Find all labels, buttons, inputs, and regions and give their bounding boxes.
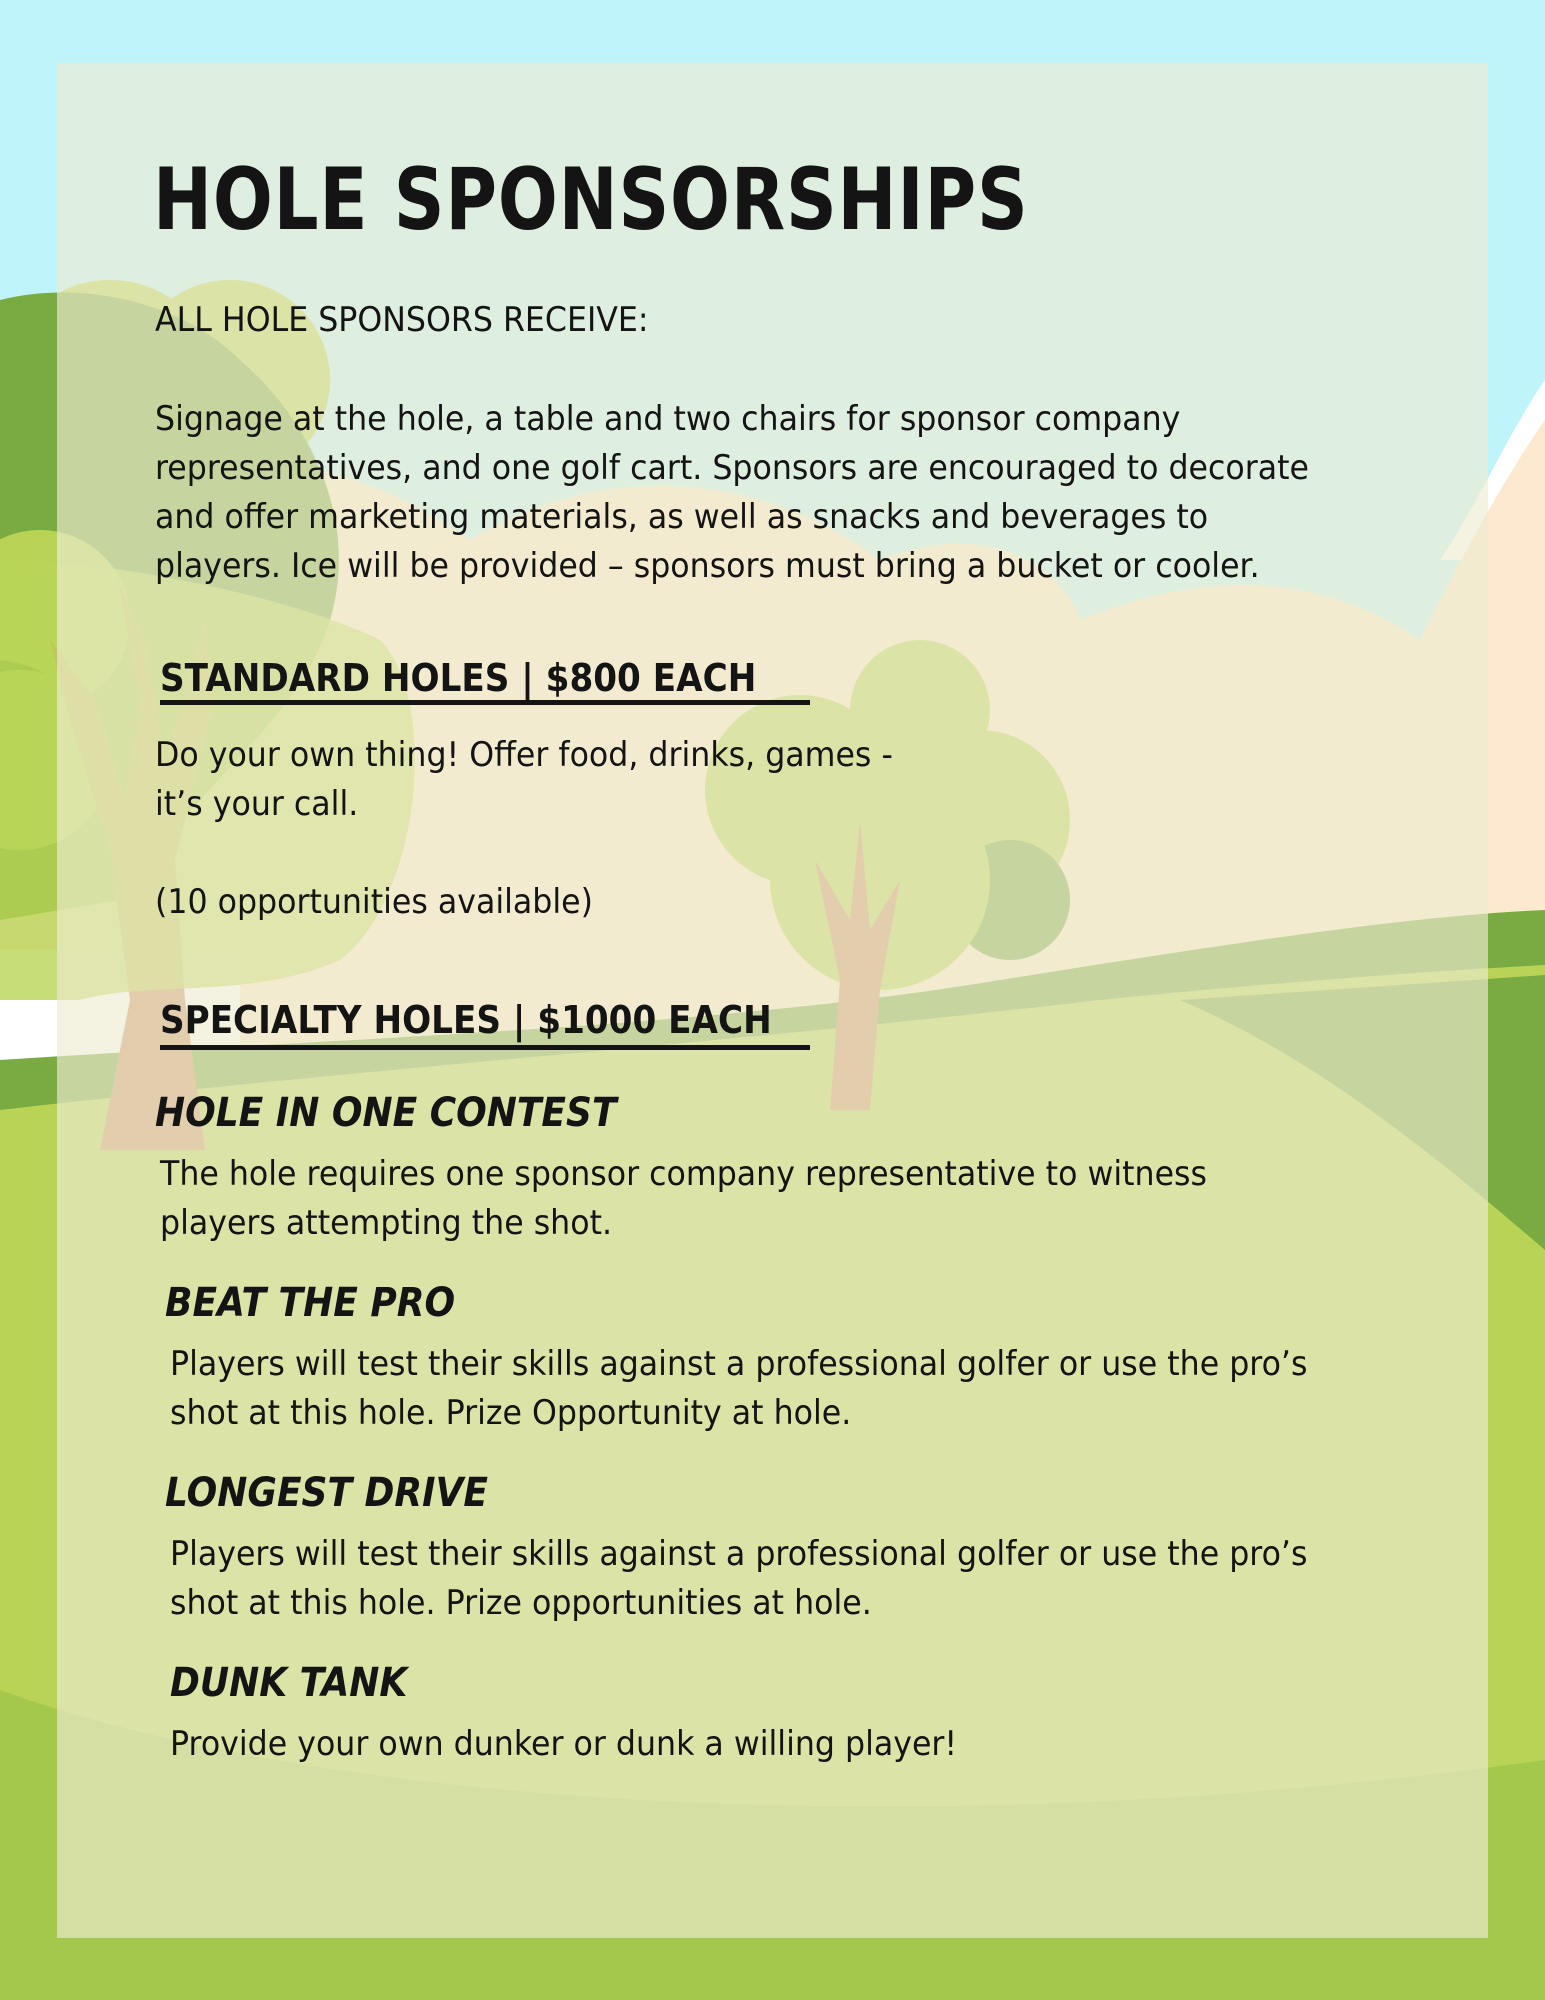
standard-description-line: Do your own thing! Offer food, drinks, games - <box>155 735 893 775</box>
specialty-item-line: shot at this hole. Prize opportunities at hole. <box>170 1583 872 1623</box>
standard-holes-heading: STANDARD HOLES | $800 EACH <box>160 656 757 700</box>
specialty-item-line: Provide your own dunker or dunk a willing player! <box>170 1724 958 1764</box>
specialty-item-line: Players will test their skills against a professional golfer or use the pro’s <box>170 1344 1308 1384</box>
standard-description-line: it’s your call. <box>155 784 359 824</box>
specialty-item-name: LONGEST DRIVE <box>165 1470 489 1516</box>
intro-line: representatives, and one golf cart. Sponsors are encouraged to decorate <box>155 448 1309 488</box>
page-title: HOLE SPONSORSHIPS <box>153 150 1029 250</box>
intro-label: ALL HOLE SPONSORS RECEIVE: <box>155 300 649 340</box>
specialty-item-line: The hole requires one sponsor company representative to witness <box>160 1154 1207 1194</box>
heading-underline <box>160 700 810 705</box>
intro-line: and offer marketing materials, as well as snacks and beverages to <box>155 497 1209 537</box>
intro-line: Signage at the hole, a table and two chairs for sponsor company <box>155 399 1181 439</box>
standard-availability: (10 opportunities available) <box>155 882 593 922</box>
specialty-item-line: Players will test their skills against a professional golfer or use the pro’s <box>170 1534 1308 1574</box>
intro-line: players. Ice will be provided – sponsors must bring a bucket or cooler. <box>155 546 1260 586</box>
specialty-holes-heading: SPECIALTY HOLES | $1000 EACH <box>160 998 772 1042</box>
specialty-item-name: DUNK TANK <box>170 1660 408 1706</box>
specialty-item-line: players attempting the shot. <box>160 1203 613 1243</box>
specialty-item-name: HOLE IN ONE CONTEST <box>155 1090 617 1136</box>
specialty-item-name: BEAT THE PRO <box>165 1280 456 1326</box>
specialty-item-line: shot at this hole. Prize Opportunity at hole. <box>170 1393 852 1433</box>
heading-underline <box>160 1045 810 1050</box>
